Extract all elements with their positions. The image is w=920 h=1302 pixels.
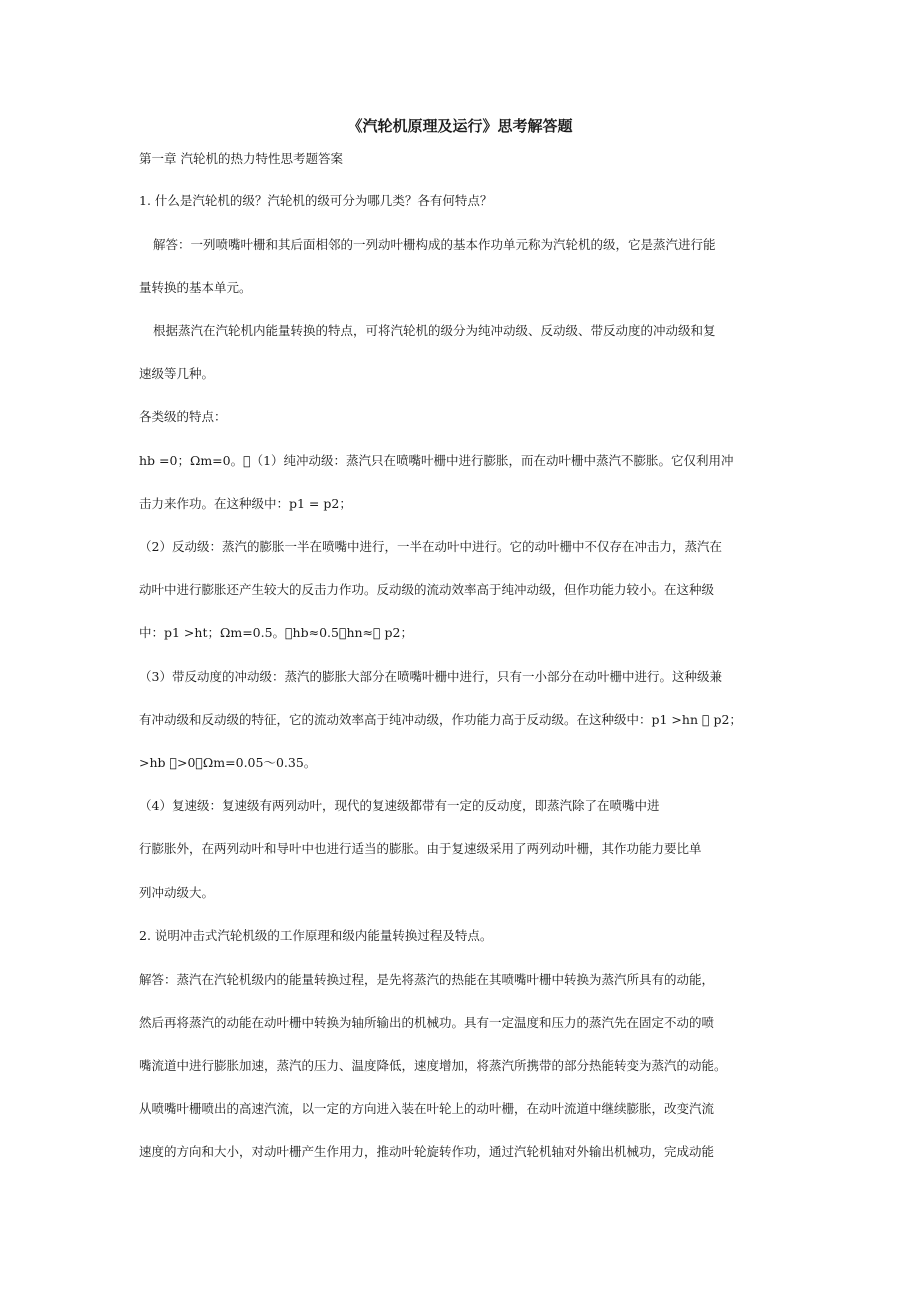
- answer-line: 速度的方向和大小，对动叶栅产生作用力，推动叶轮旋转作功，通过汽轮机轴对外输出机械功，完成动能: [139, 1144, 715, 1159]
- answer-line: （3）带反动度的冲动级：蒸汽的膨胀大部分在喷嘴叶栅中进行，只有一小部分在动叶栅中进行。这种级兼: [139, 669, 722, 684]
- answer-line: 有冲动级和反动级的特征，它的流动效率高于纯冲动级，作功能力高于反动级。在这种级中：p1 >hn 􀀀 p2；: [139, 712, 742, 727]
- answer-line: （4）复速级：复速级有两列动叶，现代的复速级都带有一定的反动度，即蒸汽除了在喷嘴中进: [139, 798, 660, 813]
- answer-line: 各类级的特点：: [139, 409, 227, 424]
- answer-line: 嘴流道中进行膨胀加速，蒸汽的压力、温度降低，速度增加，将蒸汽所携带的部分热能转变为蒸汽的动能。: [139, 1058, 727, 1073]
- answer-line: >hb 􀀀>0；Ωm=0.05～0.35。: [139, 755, 317, 770]
- answer-line: 量转换的基本单元。: [139, 280, 252, 295]
- answer-line: 从喷嘴叶栅喷出的高速汽流，以一定的方向进入装在叶轮上的动叶栅，在动叶流道中继续膨胀，改变汽流: [139, 1101, 715, 1116]
- answer-line: 击力来作功。在这种级中：p1 = p2；: [139, 496, 352, 511]
- question-1: 1. 什么是汽轮机的级？汽轮机的级可分为哪几类？各有何特点？: [139, 193, 493, 208]
- answer-line: 然后再将蒸汽的动能在动叶栅中转换为轴所输出的机械功。具有一定温度和压力的蒸汽先在固定不动的喷: [139, 1015, 715, 1030]
- answer-line: （2）反动级：蒸汽的膨胀一半在喷嘴中进行，一半在动叶中进行。它的动叶栅中不仅存在冲击力，蒸汽在: [139, 539, 722, 554]
- chapter-heading: 第一章 汽轮机的热力特性思考题答案: [139, 151, 343, 166]
- document-title: 《汽轮机原理及运行》思考解答题: [347, 117, 573, 135]
- answer-line: 解答：一列喷嘴叶栅和其后面相邻的一列动叶栅构成的基本作功单元称为汽轮机的级，它是蒸汽进行能: [153, 237, 716, 252]
- answer-line: 根据蒸汽在汽轮机内能量转换的特点，可将汽轮机的级分为纯冲动级、反动级、带反动度的冲动级和复: [153, 323, 716, 338]
- answer-line: 动叶中进行膨胀还产生较大的反击力作功。反动级的流动效率高于纯冲动级，但作功能力较小。在这种级: [139, 582, 715, 597]
- answer-line: hb =0；Ωm=0。􀀀（1）纯冲动级：蒸汽只在喷嘴叶栅中进行膨胀，而在动叶栅中蒸汽不膨胀。它仅利用冲: [139, 453, 734, 468]
- answer-line: 解答：蒸汽在汽轮机级内的能量转换过程，是先将蒸汽的热能在其喷嘴叶栅中转换为蒸汽所具有的动能，: [139, 972, 715, 987]
- answer-line: 速级等几种。: [139, 366, 215, 381]
- question-2: 2. 说明冲击式汽轮机级的工作原理和级内能量转换过程及特点。: [139, 928, 493, 943]
- answer-line: 行膨胀外，在两列动叶和导叶中也进行适当的膨胀。由于复速级采用了两列动叶栅，其作功能力要比单: [139, 841, 702, 856]
- answer-line: 列冲动级大。: [139, 885, 215, 900]
- answer-line: 中：p1 >ht；Ωm=0.5。􀀀hb≈0.5􀀀hn≈􀀀 p2；: [139, 625, 413, 640]
